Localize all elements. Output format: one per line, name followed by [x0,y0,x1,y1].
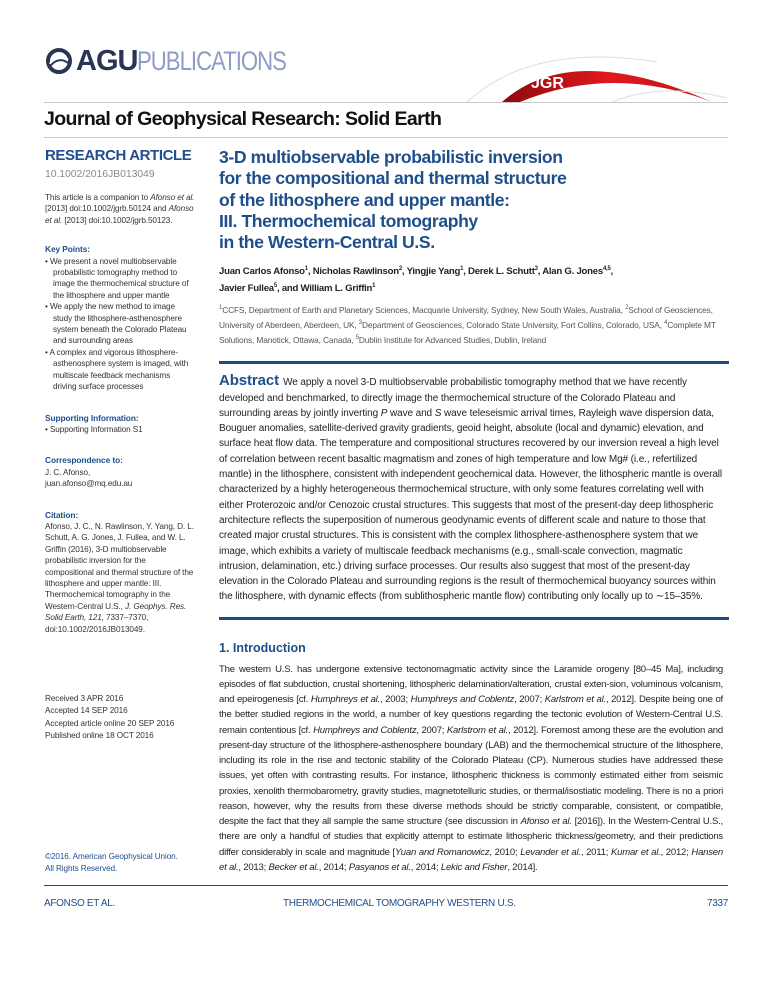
text-run: Afonso, J. C., N. Rawlinson, Y. Yang, D. L. Schutt, A. G. Jones, J. Fullea, and W. L. Griffin (2016), 3-D multiobservable probabilistic inversion for the compositional and thermal structure of the lithosphere and upper mantle: III. Thermochemical tomography in the Western-Central U.S., [45,521,194,611]
author-name: , and William L. Griffin [276,283,373,295]
author-name: , [610,266,613,278]
section-heading-introduction: 1. Introduction [219,640,306,655]
italic-text: Pasyanos et al. [348,861,411,873]
authors-line [219,263,729,280]
italic-text: Becker et al. [268,861,319,873]
text-run: [2016]). In the Western-Central U.S., there are only a handful of studies that explicitly attempt to estimate lithospheric thickness/geometry, and their predictions differ considerably in scale and magnitude [ [219,816,723,858]
affiliation-marker: 2 [398,266,402,273]
citation-text [45,521,195,635]
journal-title: Journal of Geophysical Research: Solid Earth [44,108,442,130]
text-run: , 2007; [416,724,447,736]
header-rule [44,102,728,103]
sidebar [45,147,195,875]
copyright [45,835,195,875]
text-run: , 2003; [380,694,411,706]
footer [44,886,728,916]
text-run: , 2007; [514,694,545,706]
doi: 10.1002/2016JB013049 [45,168,155,180]
affiliation-marker: 5 [355,334,359,341]
page-number: 7337 [706,898,728,910]
italic-text: Yuan and Romanowicz [395,846,490,858]
author-name: , Derek L. Schutt [463,266,535,278]
jgr-arc-badge [462,54,732,106]
italic-text: S [434,407,442,419]
affiliation-marker: 3 [534,266,538,273]
supporting-info-heading: Supporting Information: [45,412,139,423]
italic-text: Afonso et al. [150,193,195,202]
italic-text: Hansen et al. [219,846,723,873]
text-run: [2013] doi:10.1002/jgrb.50123. [62,215,173,225]
text-run: wave and [387,407,435,419]
text-run: 7337–7370, doi:10.1002/2016JB013049. [45,613,149,634]
italic-text: Lekic and Fisher [440,861,508,873]
jgr-label: JGR [531,75,564,92]
affiliation-marker: 1 [460,266,464,273]
italic-text: J. Geophys. Res. Solid Earth, 121, [45,601,187,623]
text-run: The western U.S. has undergone extensive tectonomagmatic activity since the Laramide orogeny [80–45 Ma], including episodes of flat subduction, crustal shortening, lithospheric delamination/alteration, crustal exten-sion, voluminous volcanism, and epeirogenesis [cf. [219,663,723,706]
article-type: RESEARCH ARTICLE [45,147,192,164]
affiliation: Department of Geosciences, Colorado State University, Fort Collins, Colorado, USA, [362,320,665,331]
text-run: We apply a novel 3-D multiobservable probabilistic tomography method that we have recently developed and benchmarked, to directly image the thermochemical structure of the Colorado Plateau and surrounding areas by jointly inverting [219,377,687,419]
text-run: , 2014; [318,861,349,873]
published-date: Published online 18 OCT 2016 [45,730,154,740]
correspondence-name: J. C. Afonso, [45,467,91,477]
key-point: • A complex and vigorous lithosphere-asthenosphere system is imaged, with multiscale feedback mechanisms driving surface processes [45,347,189,392]
affiliation: CCFS, Department of Earth and Planetary Sciences, Macquarie University, Sydney, New South Wales, Australia, [222,305,626,316]
agu-publications-logo [44,44,319,78]
accepted-online-date: Accepted article online 20 SEP 2016 [45,718,175,728]
supporting-info-link[interactable]: • Supporting Information S1 [45,424,143,434]
affiliation-marker: 1 [372,283,376,290]
title-line: in the Western-Central U.S. [219,232,435,253]
affiliation-marker: 5 [273,283,277,290]
affiliation: Complete MT Solutions, Manotick, Ottawa, Canada, [219,320,716,345]
logo-publications: PUBLICATIONS [137,46,287,76]
sidebar-top [45,147,195,693]
italic-text: Levander et al. [520,846,581,858]
affiliation-marker: 1 [304,266,308,273]
agu-emblem-icon [44,48,74,74]
author-name: , Yingjie Yang [401,266,461,278]
affiliation: School of Geosciences, University of Aberdeen, Aberdeen, UK, [219,305,713,331]
footer-authors: AFONSO ET AL. [44,898,115,910]
italic-text: Humphreys and Coblentz [313,724,417,736]
text-run: , 2011; [580,846,611,858]
affiliation-marker: 4,5 [602,266,611,273]
dates [45,693,195,742]
author-name: , Alan G. Jones [537,266,603,278]
text-run: , 2014; [410,861,441,873]
correspondence-heading: Correspondence to: [45,455,123,466]
logo-agu: AGU [76,45,138,77]
correspondence-email[interactable]: juan.afonso@mq.edu.au [45,479,133,489]
accepted-date: Accepted 14 SEP 2016 [45,706,128,716]
authors-line [219,280,729,297]
text-run: , 2010; [489,846,521,858]
author-name: , Nicholas Rawlinson [307,266,399,278]
text-run: , 2012]. Despite being one of the better studied regions in the world, a number of key questions regarding the tectonic evolution of Western-Central U.S. remain contentious [cf. [219,694,723,736]
footer-running-title: THERMOCHEMICAL TOMOGRAPHY WESTERN U.S. [283,898,516,910]
text-run: , 2012; [660,846,692,858]
copyright-line: All Rights Reserved. [45,864,118,874]
affiliations [219,303,729,347]
italic-text: Humphreys and Coblentz [410,694,515,706]
author-name: Javier Fullea [219,283,274,295]
columns [0,147,773,875]
main-column [219,147,729,875]
key-points-heading: Key Points: [45,244,90,255]
article-title [219,147,729,253]
text-run: , 2014]. [507,861,538,873]
affiliation-marker: 2 [625,305,629,312]
italic-text: Afonso et al. [45,204,194,225]
affiliation: Dublin Institute for Advanced Studies, Dublin, Ireland [358,334,547,345]
citation-heading: Citation: [45,509,79,520]
introduction-text [219,662,723,876]
text-run: This article is a companion to [45,193,151,202]
title-line: III. Thermochemical tomography [219,210,478,231]
abstract-bottom-rule [219,617,729,620]
italic-text: Kumar et al. [610,846,661,858]
italic-text: P [380,407,388,419]
affiliation-marker: 4 [664,320,668,327]
italic-text: Humphreys et al. [310,694,380,706]
abstract [219,373,724,604]
author-name: Juan Carlos Afonso [219,266,305,278]
italic-text: Afonso et al. [520,816,572,828]
key-point: • We present a novel multiobservable probabilistic tomography method to image the thermochemical structure of the lithosphere and upper mantle [45,256,189,300]
italic-text: Karlstrom et al. [544,694,606,706]
abstract-heading: Abstract [219,372,280,390]
text-run: wave teleseismic arrival times, Rayleigh wave dispersion data, Bouguer anomalies, satellite-derived gravity gradients, geoid height, absolute (local and dynamic) elevation, and surface heat flow data. The temperature and compositional structures recovered by our inversion reveal a high level of correlation between recent basaltic magmatism and zones of high temperature and low Mg# (i.e., refertilized mantle) in the lithosphere, consistent with independent geochemical data. However, the lithospheric mantle is overall characterized by a highly heterogeneous thermochemical structure, with only some features correlating well with either Proterozoic and/or Cenozoic crustal structures. This suggests that most of the present-day deep lithospheric architecture reflects the superposition of numerous geodynamic events of different scale and nature to those that created major crustal structures. This is consistent with the complex lithosphere-asthenosphere system that we image, which exhibits a variety of multiscale feedback mechanisms (e.g., small-scale convection, magmatic intrusion, delamination, etc.) driving surface processes. Our results also suggest that most of the present-day elevation in the Colorado Plateau and surrounding regions is the result of thermochemical buoyancy sources within the lithosphere, with dynamic effects (from sublithospheric mantle flow) contributing only locally up to ∼15–35%. [219,407,723,603]
companion-note [45,192,195,226]
affiliation-marker: 3 [358,320,363,327]
title-line: 3-D multiobservable probabilistic inversion [219,147,563,167]
journal-title-rule [44,137,728,138]
italic-text: Karlstrom et al. [446,724,508,736]
affiliation-marker: 1 [219,305,223,312]
author-list [219,263,729,297]
copyright-line: ©2016. American Geophysical Union. [45,852,178,862]
title-line: for the compositional and thermal structure [219,168,567,189]
key-point: • We apply the new method to image study the lithosphere-asthenosphere system beneath the Colorado Plateau and surrounding areas [45,302,187,346]
title-line: of the lithosphere and upper mantle: [219,189,510,210]
abstract-top-rule [219,361,729,364]
text-run: , 2012]. Foremost among these are the evolution and present-day structure of the lithosphere-asthenosphere boundary (LAB) and the thermochemical structure of the lithosphere, including its role in the rise and tectonic stability of the Colorado Plateau (CP). Numerous studies have addressed these issues, yet often with contrasting results. For instance, lithospheric thickness is commonly estimated either from seismic proxies, xenolith thermobarometry, gravity studies, magnetotelluric studies, or thermal/isostiatic modeling. There is no a priori reason, however, why the results from these diverse methods should be strictly comparable, consistent, or compatible, despite the fact that they all sample the same structure (see discussion in [219,724,723,828]
text-run: [2013] doi:10.1002/jgrb.50124 and [45,204,169,214]
text-run: , 2013; [238,861,269,873]
received-date: Received 3 APR 2016 [45,694,124,703]
abstract-text [219,377,722,602]
